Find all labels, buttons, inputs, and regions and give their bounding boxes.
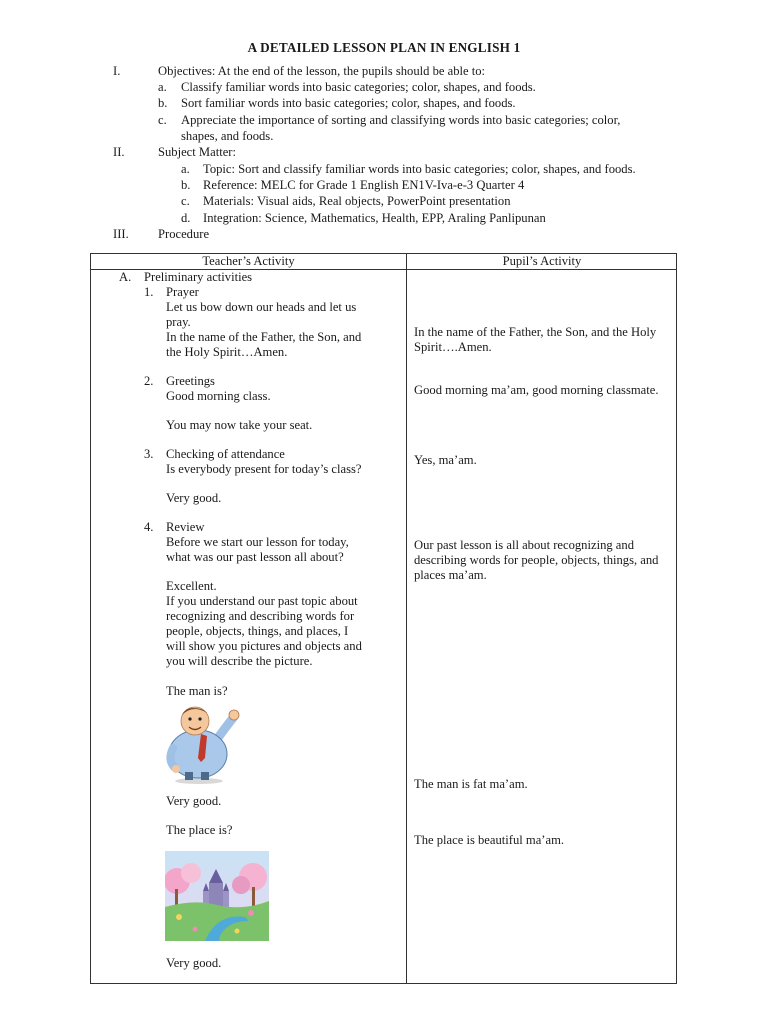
fat-man-picture	[163, 702, 243, 784]
objective-a-letter: a.	[158, 80, 167, 94]
subject-b-text: Reference: MELC for Grade 1 English EN1V-Iva-e-3 Quarter 4	[203, 178, 525, 192]
subject-number: II.	[113, 145, 125, 159]
subject-b-letter: b.	[181, 178, 191, 192]
section-a-letter: A.	[119, 270, 132, 284]
pupil-man-response: The man is fat ma’am.	[414, 777, 528, 791]
objectives-heading: Objectives: At the end of the lesson, the pupils should be able to:	[158, 64, 486, 78]
review-excellent: Excellent. If you understand our past topic about recognizing and describing words for people, objects, things, and places, I will show you pictures and objects and you will describe the picture.	[166, 579, 362, 668]
procedure-heading: Procedure	[158, 227, 210, 241]
pupil-attendance-response: Yes, ma’am.	[414, 453, 477, 467]
prayer-title: Prayer	[166, 285, 199, 299]
take-seat-text: You may now take your seat.	[166, 418, 313, 432]
pupil-activity-header: Pupil’s Activity	[502, 254, 582, 268]
subject-a-letter: a.	[181, 162, 190, 176]
greetings-title: Greetings	[166, 374, 215, 388]
greetings-number: 2.	[144, 374, 154, 388]
review-number: 4.	[144, 520, 154, 534]
prayer-number: 1.	[144, 285, 154, 299]
pupil-greeting-response: Good morning ma’am, good morning classmate.	[414, 383, 659, 397]
objective-c-continuation: shapes, and foods.	[181, 129, 274, 143]
procedure-table	[90, 253, 677, 984]
attendance-question: Is everybody present for today’s class?	[166, 462, 362, 476]
pupil-prayer-response: In the name of the Father, the Son, and the Holy Spirit….Amen.	[414, 325, 657, 354]
attendance-very-good: Very good.	[166, 491, 222, 505]
objective-c-letter: c.	[158, 113, 167, 127]
review-question: Before we start our lesson for today, what was our past lesson all about?	[166, 535, 349, 564]
pupil-review-response: Our past lesson is all about recognizing and describing words for people, objects, things, and places ma’am.	[414, 538, 659, 582]
prayer-text: Let us bow down our heads and let us pray. In the name of the Father, the Son, and the Holy Spirit…Amen.	[166, 300, 362, 359]
attendance-title: Checking of attendance	[166, 447, 285, 461]
subject-a-text: Topic: Sort and classify familiar words into basic categories; color, shapes, and foods.	[203, 162, 636, 176]
subject-d-letter: d.	[181, 211, 191, 225]
subject-c-text: Materials: Visual aids, Real objects, PowerPoint presentation	[203, 194, 511, 208]
review-title: Review	[166, 520, 205, 534]
greetings-text: Good morning class.	[166, 389, 271, 403]
document-title: A DETAILED LESSON PLAN IN ENGLISH 1	[247, 40, 521, 55]
beautiful-place-picture	[165, 851, 269, 941]
man-very-good: Very good.	[166, 794, 222, 808]
objective-a-text: Classify familiar words into basic categories; color, shapes, and foods.	[181, 80, 536, 94]
place-question: The place is?	[166, 823, 233, 837]
subject-heading: Subject Matter:	[158, 145, 236, 159]
subject-d-text: Integration: Science, Mathematics, Health, EPP, Araling Panlipunan	[203, 211, 546, 225]
objective-c-text: Appreciate the importance of sorting and classifying words into basic categories; color,	[181, 113, 621, 127]
attendance-number: 3.	[144, 447, 154, 461]
place-very-good: Very good.	[166, 956, 222, 970]
man-question: The man is?	[166, 684, 228, 698]
objective-b-text: Sort familiar words into basic categories; color, shapes, and foods.	[181, 96, 516, 110]
pupil-place-response: The place is beautiful ma’am.	[414, 833, 565, 847]
objectives-number: I.	[113, 64, 121, 78]
objective-b-letter: b.	[158, 96, 168, 110]
procedure-number: III.	[113, 227, 129, 241]
section-a-title: Preliminary activities	[144, 270, 253, 284]
subject-c-letter: c.	[181, 194, 190, 208]
teacher-activity-header: Teacher’s Activity	[202, 254, 295, 268]
